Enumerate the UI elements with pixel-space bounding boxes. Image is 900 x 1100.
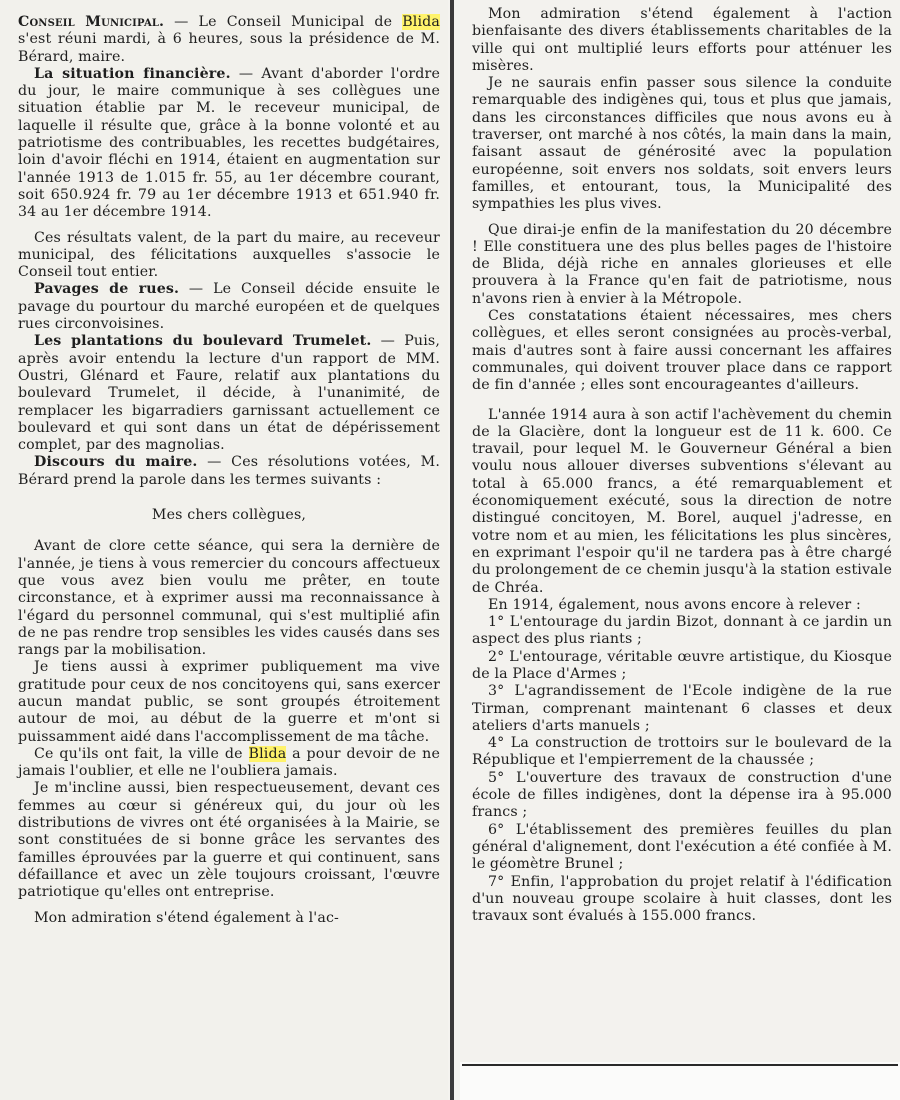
list-item: 7° Enfin, l'approbation du projet relatif à l'édification d'un nouveau groupe scolaire à huit classes, dont les travaux sont évalués à 155.000 francs. xyxy=(472,873,892,925)
speech-paragraph: Je tiens aussi à exprimer publiquement ma vive gratitude pour ceux de nos concitoyens qui, sans exercer aucun mandat public, se sont groupés étroitement autour de moi, au début de la guerre et m'ont si puissamment aidé dans l'accomplissement de ma tâche. xyxy=(18,659,440,745)
highlighted-town-name: Blida xyxy=(402,14,440,30)
speech-paragraph: L'année 1914 aura à son actif l'achèvement du chemin de la Glacière, dont la longueur est de 11 k. 600. Ce travail, pour lequel M. le Gouverneur Général a bien voulu nous allouer diverses subventions s'élevant au total à 65.000 francs, a été remarquablement et économiquement exécuté, sous la direction de notre distingué concitoyen, M. Borel, auquel j'adresse, en votre nom et au mien, les félicitations les plus sincères, en exprimant l'espoir qu'il ne tardera pas à être chargé du prolongement de ce chemin jusqu'à la station estivale de Chréa. xyxy=(472,406,892,596)
list-item: 6° L'établissement des premières feuilles du plan général d'alignement, dont l'exécution a été confiée à M. le géomètre Brunel ; xyxy=(472,821,892,873)
end-rule xyxy=(462,1064,898,1066)
speech-paragraph: Mon admiration s'étend également à l'action bienfaisante des divers établissements charitables de la ville qui ont multiplié leurs efforts pour atténuer les misères. xyxy=(472,6,892,74)
section-heading: Conseil Municipal. xyxy=(18,14,165,30)
article-paragraph xyxy=(18,454,440,489)
left-column xyxy=(0,0,448,1100)
text-run: — Le Conseil Municipal de xyxy=(164,14,403,30)
article-paragraph: Ces résultats valent, de la part du maire, au receveur municipal, des félicitations auxquelles s'associe le Conseil tout entier. xyxy=(18,229,440,281)
speech-paragraph: En 1914, également, nous avons encore à relever : xyxy=(488,596,861,613)
text-run: s'est réuni mardi, à 6 heures, sous la présidence de M. Bérard, maire. xyxy=(18,31,440,65)
article-paragraph xyxy=(18,281,440,333)
text-run: — Puis, après avoir entendu la lecture d'un rapport de MM. Oustri, Glénard et Faure, relatif aux plantations du boulevard Trumelet, il décide, à l'unanimité, de remplacer les bigarradiers garnissant actuellement ce boulevard et qui sont dans un état de dépérissement complet, par des magnolias. xyxy=(18,333,440,454)
article-paragraph xyxy=(18,66,440,222)
speech-paragraph xyxy=(18,746,440,781)
speech-paragraph-continued: Mon admiration s'étend également à l'ac- xyxy=(34,909,339,926)
highlighted-town-name: Blida xyxy=(248,745,287,762)
speech-paragraph: Que dirai-je enfin de la manifestation du 20 décembre ! Elle constituera une des plus belles pages de l'histoire de Blida, déjà riche en annales glorieuses et elle prouvera à la France qu'en fait de patriotisme, nous n'avons rien à envier à la Métropole. xyxy=(472,221,892,307)
text-run: a pour devoir de ne jamais l'oublier, et elle ne l'oubliera jamais. xyxy=(18,745,440,780)
right-column xyxy=(460,0,900,1100)
blank-margin xyxy=(460,1062,900,1100)
text-run: — Avant d'aborder l'ordre du jour, le maire communique à ses collègues une situation établie par M. le receveur municipal, de laquelle il résulte que, grâce à la bonne volonté et au patriotisme des contribuables, les recettes budgétaires, loin d'avoir fléchi en 1914, étaient en augmentation sur l'année 1913 de 1.015 fr. 55, au 1er décembre courant, soit 650.924 fr. 79 au 1er décembre 1913 et 651.940 fr. 34 au 1er décembre 1914. xyxy=(18,65,440,221)
list-item: 3° L'agrandissement de l'Ecole indigène de la rue Tirman, comprenant maintenant 6 classes et deux ateliers d'arts manuels ; xyxy=(472,683,892,734)
speech-paragraph: Ces constatations étaient nécessaires, mes chers collègues, et elles seront consignées au procès-verbal, mais d'autres sont à faire aussi concernant les affaires communales, qui doivent trouver place dans ce rapport de fin d'année ; elles sont encourageantes d'ailleurs. xyxy=(472,308,892,394)
section-heading: Les plantations du boulevard Trumelet. xyxy=(34,333,372,350)
speech-salutation: Mes chers collègues, xyxy=(151,507,307,524)
text-run: Ce qu'ils ont fait, la ville de xyxy=(34,745,249,762)
list-item: 4° La construction de trottoirs sur le boulevard de la République et l'empierrement de la chaussée ; xyxy=(472,735,892,769)
section-heading: Discours du maire. xyxy=(34,454,198,471)
list-item: 5° L'ouverture des travaux de construction d'une école de filles indigènes, dont la dépense ira à 95.000 francs ; xyxy=(472,769,892,821)
text-run: — Ces résolutions votées, M. Bérard prend la parole dans les termes suivants : xyxy=(18,454,440,488)
speech-paragraph: Je m'incline aussi, bien respectueusement, devant ces femmes au cœur si généreux qui, du jour où les distributions de vivres ont été organisées à la Mairie, se sont constituées de si bonne grâce les servantes des familles éprouvées par la guerre et qui continuent, sans défaillance et avec un zèle toujours croissant, l'œuvre patriotique qu'elles ont entreprise. xyxy=(18,780,440,901)
column-divider xyxy=(450,0,454,1100)
speech-paragraph: Je ne saurais enfin passer sous silence la conduite remarquable des indigènes qui, tous et plus que jamais, dans les circonstances difficiles que nous avons eu à traverser, ont marché à nos côtés, la main dans la main, faisant assaut de générosité avec la population européenne, soit envers nos soldats, soit envers leurs familles, et entourant, tous, la Municipalité des sympathies les plus vives. xyxy=(472,75,892,213)
section-heading: Pavages de rues. xyxy=(34,281,180,298)
article-paragraph xyxy=(18,333,440,454)
list-item: 1° L'entourage du jardin Bizot, donnant à ce jardin un aspect des plus riants ; xyxy=(472,614,892,648)
speech-paragraph: Avant de clore cette séance, qui sera la dernière de l'année, je tiens à vous remercier du concours affectueux que vous avez bien voulu me prêter, en toute circonstance, et à exprimer aussi ma reconnaissance à l'égard du personnel communal, qui s'est multiplié afin de ne pas rendre trop sensibles les vides causés dans ses rangs par la mobilisation. xyxy=(18,538,440,659)
article-paragraph xyxy=(18,14,440,66)
text-run: — Le Conseil décide ensuite le pavage du pourtour du marché européen et de quelques rues circonvoisines. xyxy=(18,281,440,333)
list-item: 2° L'entourage, véritable œuvre artistique, du Kiosque de la Place d'Armes ; xyxy=(472,648,892,682)
section-heading: La situation financière. xyxy=(34,65,231,82)
